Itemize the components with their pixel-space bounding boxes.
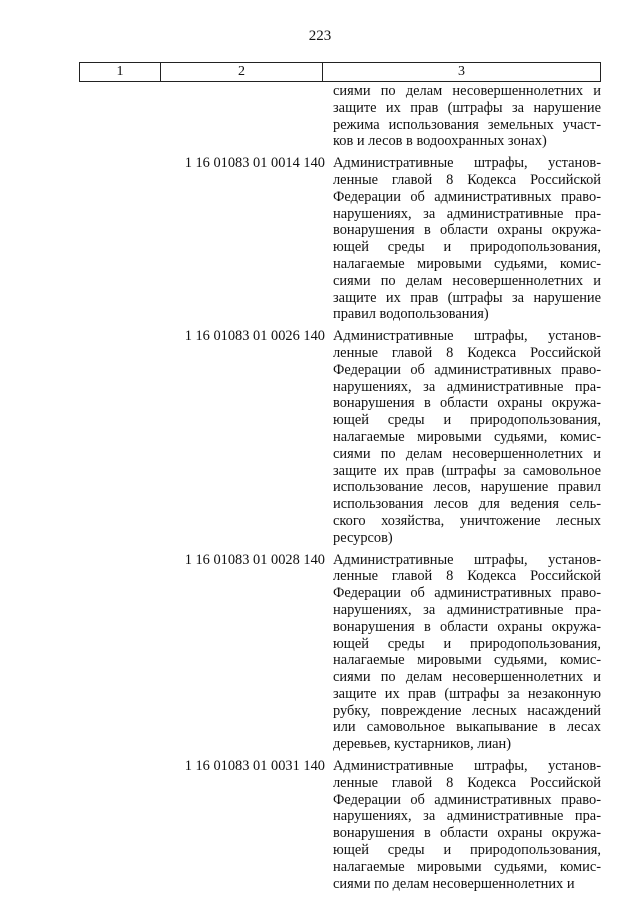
description-line: ленные главой 8 Кодекса Российской — [333, 344, 601, 361]
description-line: ющей среды и природопользования, — [333, 842, 601, 859]
description-line: сиями по делам несовершеннолетних и — [333, 445, 601, 462]
table-row — [79, 328, 601, 546]
description-line: налагаемые мировыми судьями, комис- — [333, 858, 601, 875]
description-line: Федерации об административных право- — [333, 585, 601, 602]
description-line: правил водопользования) — [333, 306, 489, 323]
table-body — [79, 83, 601, 892]
description-line: защите их прав (штрафы за нарушение — [333, 99, 601, 116]
description-line: Федерации об административных право- — [333, 791, 601, 808]
description-line: ющей среды и природопользования, — [333, 239, 601, 256]
description-line: ков и лесов в водоохранных зонах) — [333, 133, 547, 150]
description-line: ющей среды и природопользования, — [333, 412, 601, 429]
description-line: ленные главой 8 Кодекса Российской — [333, 568, 601, 585]
description-line: Федерации об административных право- — [333, 361, 601, 378]
description — [333, 328, 601, 546]
description-line: ресурсов) — [333, 529, 393, 546]
description-line: вонарушения в области охраны окружа- — [333, 825, 601, 842]
table-row — [79, 552, 601, 754]
description-line: вонарушения в области охраны окружа- — [333, 222, 601, 239]
description-line: ленные главой 8 Кодекса Российской — [333, 171, 601, 188]
description-line: сиями по делам несовершеннолетних и — [333, 875, 575, 892]
description-line: нарушениях, за административные пра- — [333, 378, 601, 395]
description-line: Административные штрафы, установ- — [333, 155, 601, 172]
description-line: Административные штрафы, установ- — [333, 551, 601, 568]
budget-code: 1 16 01083 01 0028 140 — [184, 551, 325, 568]
description-line: вонарушения в области охраны окружа- — [333, 395, 601, 412]
description-line: использования лесов для ведения сель- — [333, 496, 601, 513]
description-line: налагаемые мировыми судьями, комис- — [333, 428, 601, 445]
description-line: использование лесов, нарушение правил — [333, 479, 601, 496]
header-col-3: 3 — [458, 64, 465, 79]
description-line: рубку, повреждение лесных насаждений — [333, 702, 601, 719]
description — [333, 83, 601, 150]
description-line: защите их прав (штрафы за самовольное — [333, 462, 601, 479]
description-line: деревьев, кустарников, лиан) — [333, 736, 512, 753]
description-line: нарушениях, за административные пра- — [333, 808, 601, 825]
table-row — [79, 758, 601, 892]
description-line: сиями по делам несовершеннолетних и — [333, 272, 601, 289]
description-line: режима использования земельных участ- — [333, 116, 601, 133]
description-line: налагаемые мировыми судьями, комис- — [333, 652, 601, 669]
description-line: Федерации об административных право- — [333, 188, 601, 205]
description — [333, 155, 601, 323]
table-row — [79, 155, 601, 323]
description-line: сиями по делам несовершеннолетних и — [333, 669, 601, 686]
description-line: ленные главой 8 Кодекса Российской — [333, 774, 601, 791]
table-header — [79, 62, 601, 82]
description-line: нарушениях, за административные пра- — [333, 601, 601, 618]
header-col-2: 2 — [161, 63, 323, 81]
description-line: или самовольное выкапывание в лесах — [333, 719, 601, 736]
page-number: 223 — [308, 28, 332, 44]
description — [333, 552, 601, 754]
description-line: защите их прав (штрафы за незаконную — [333, 685, 601, 702]
budget-code: 1 16 01083 01 0014 140 — [184, 155, 325, 172]
description-line: вонарушения в области охраны окружа- — [333, 618, 601, 635]
table-row — [79, 83, 601, 150]
description — [333, 758, 601, 892]
description-line: налагаемые мировыми судьями, комис- — [333, 255, 601, 272]
description-line: ющей среды и природопользования, — [333, 635, 601, 652]
description-line: сиями по делам несовершеннолетних и — [333, 83, 601, 99]
header-col-1: 1 — [80, 63, 161, 81]
description-line: защите их прав (штрафы за нарушение — [333, 289, 601, 306]
description-line: ского хозяйства, уничтожение лесных — [333, 512, 601, 529]
budget-code: 1 16 01083 01 0026 140 — [184, 328, 325, 345]
description-line: нарушениях, за административные пра- — [333, 205, 601, 222]
description-line: Административные штрафы, установ- — [333, 758, 601, 775]
budget-code: 1 16 01083 01 0031 140 — [184, 758, 325, 775]
description-line: Административные штрафы, установ- — [333, 328, 601, 345]
budget-code — [79, 83, 325, 150]
